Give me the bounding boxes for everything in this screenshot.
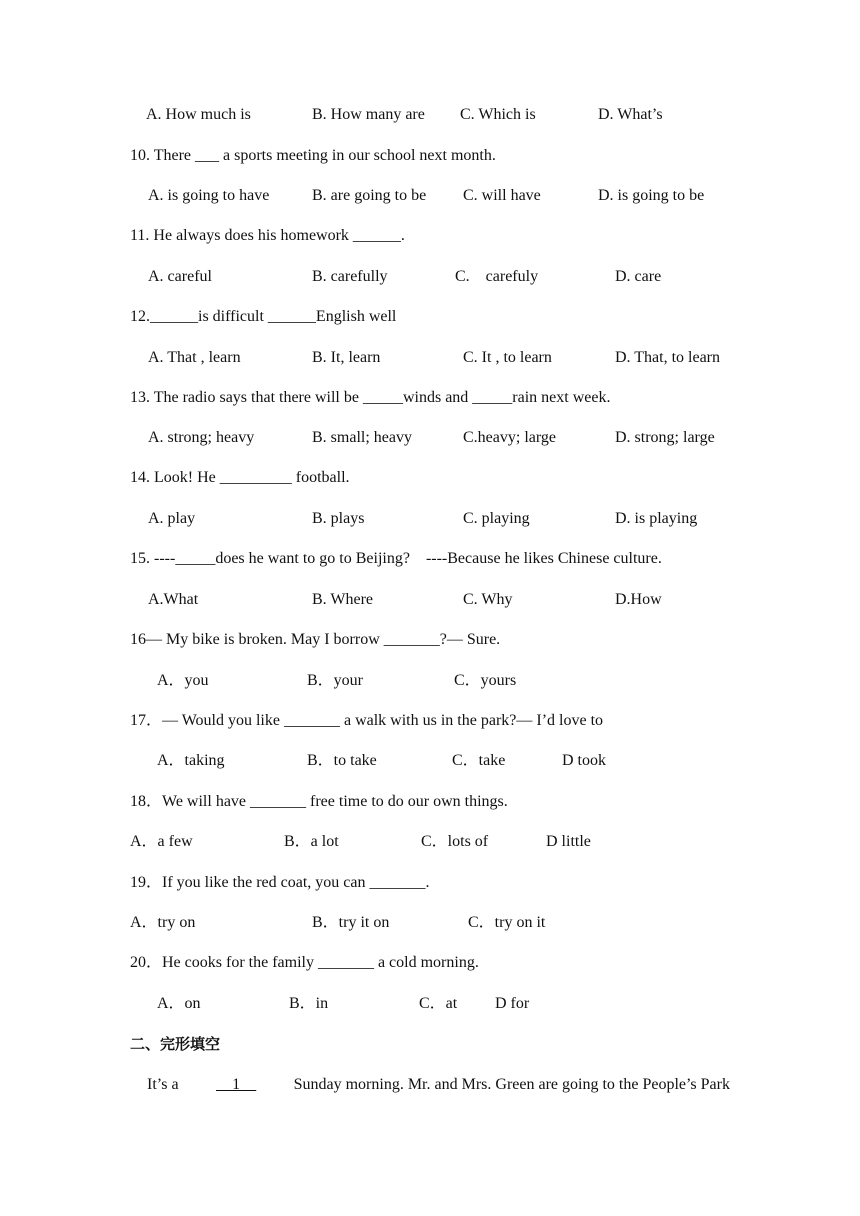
q19-option-a: A．try on (130, 914, 196, 931)
q11-option-c: C. carefuly (455, 268, 539, 285)
q14-option-b: B. plays (312, 510, 365, 527)
q12-stem: 12.______is difficult ______English well (130, 308, 397, 325)
q17-stem: 17．— Would you like _______ a walk with us in the park?— I’d love to (130, 712, 604, 729)
q19-option-c: C．try on it (468, 914, 546, 931)
q15-option-a: A.What (148, 591, 199, 608)
q12-option-d: D. That, to learn (615, 349, 721, 366)
q17-option-c: C．take (452, 752, 506, 769)
q16-option-b: B．your (307, 672, 364, 689)
q9-option-d: D. What’s (598, 106, 663, 123)
q17-option-b: B．to take (307, 752, 377, 769)
q15-option-c: C. Why (463, 591, 513, 608)
q13-stem: 13. The radio says that there will be _____winds and _____rain next week. (130, 389, 611, 406)
q19-option-b: B．try it on (312, 914, 390, 931)
q20-stem: 20．He cooks for the family _______ a cold morning. (130, 954, 479, 971)
q15-option-b: B. Where (312, 591, 374, 608)
q9-option-c: C. Which is (460, 106, 536, 123)
q16-option-c: C．yours (454, 672, 517, 689)
cloze-passage-start: It’s a (147, 1076, 179, 1093)
q11-option-b: B. carefully (312, 268, 388, 285)
q18-option-b: B．a lot (284, 833, 339, 850)
q20-option-d: D for (495, 995, 530, 1012)
q10-option-a: A. is going to have (148, 187, 270, 204)
q16-stem: 16— My bike is broken. May I borrow _______?— Sure. (130, 631, 501, 648)
q11-stem: 11. He always does his homework ______. (130, 227, 405, 244)
q19-stem: 19．If you like the red coat, you can _______. (130, 874, 430, 891)
q20-option-c: C．at (419, 995, 458, 1012)
q10-option-b: B. are going to be (312, 187, 427, 204)
q13-option-b: B. small; heavy (312, 429, 412, 446)
q12-option-b: B. It, learn (312, 349, 381, 366)
q17-option-d: D took (562, 752, 606, 769)
q10-option-d: D. is going to be (598, 187, 705, 204)
q12-option-c: C. It , to learn (463, 349, 552, 366)
section-heading-cloze: 二、完形填空 (130, 1035, 221, 1053)
q14-option-d: D. is playing (615, 510, 698, 527)
q10-stem: 10. There ___ a sports meeting in our school next month. (130, 147, 496, 164)
q20-option-a: A．on (157, 995, 201, 1012)
q9-option-b: B. How many are (312, 106, 425, 123)
q14-option-c: C. playing (463, 510, 530, 527)
q10-option-c: C. will have (463, 187, 541, 204)
q17-option-a: A．taking (157, 752, 225, 769)
q18-option-c: C．lots of (421, 833, 489, 850)
q20-option-b: B．in (289, 995, 329, 1012)
q15-stem: 15. ----_____does he want to go to Beijing? ----Because he likes Chinese culture. (130, 550, 662, 567)
q13-option-d: D. strong; large (615, 429, 715, 446)
q13-option-c: C.heavy; large (463, 429, 557, 446)
cloze-blank-1: __1__ (216, 1076, 257, 1093)
q13-option-a: A. strong; heavy (148, 429, 255, 446)
q12-option-a: A. That , learn (148, 349, 241, 366)
cloze-passage-line (147, 1075, 730, 1095)
q18-option-d: D little (546, 833, 591, 850)
q18-stem: 18．We will have _______ free time to do our own things. (130, 793, 508, 810)
q16-option-a: A．you (157, 672, 209, 689)
q14-stem: 14. Look! He _________ football. (130, 469, 350, 486)
q11-option-d: D. care (615, 268, 662, 285)
q11-option-a: A. careful (148, 268, 212, 285)
q9-option-a: A. How much is (146, 106, 251, 123)
cloze-passage-rest: Sunday morning. Mr. and Mrs. Green are going to the People’s Park (293, 1076, 730, 1093)
q18-option-a: A．a few (130, 833, 193, 850)
q15-option-d: D.How (615, 591, 662, 608)
q14-option-a: A. play (148, 510, 196, 527)
